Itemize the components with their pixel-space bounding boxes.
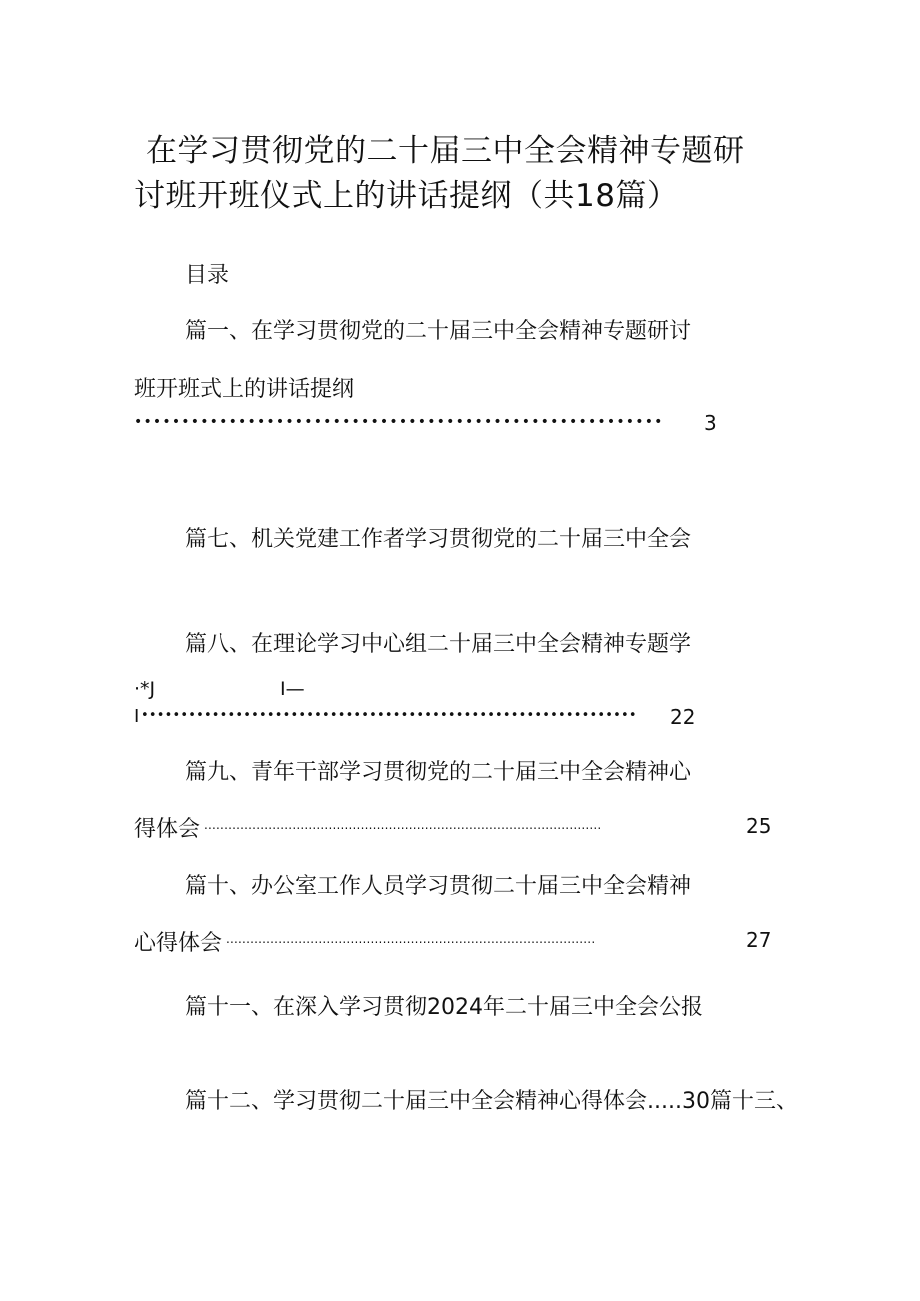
toc-entry-9-page: 25 <box>746 814 772 838</box>
toc-entry-1-page: 3 <box>704 411 717 435</box>
toc-entry-11-line1: 篇十一、在深入学习贯彻2024年二十届三中全会公报 <box>185 995 703 1020</box>
toc-entry-10-page: 27 <box>746 928 772 952</box>
toc-entry-8-leader: ••••••••••••••••••••••••••••••••••••••••••••••••••••••••••••••• <box>141 708 637 723</box>
toc-entry-8-artifact-a: ·*J <box>134 678 156 700</box>
toc-entry-9-line1: 篇九、青年干部学习贯彻党的二十届三中全会精神心 <box>185 760 692 785</box>
toc-entry-8-artifact-b: I— <box>280 678 305 700</box>
toc-entry-1-leader: •••••••••••••••••••••••••••••••••••••••••••••••••••••••• <box>134 414 664 430</box>
toc-entry-10-leader: ............................................................................................ <box>226 932 596 946</box>
toc-entry-8-page: 22 <box>670 705 696 729</box>
toc-heading: 目录 <box>185 263 230 288</box>
toc-entry-9-leader: ................................................................................................... <box>204 818 602 832</box>
toc-entry-8-line1: 篇八、在理论学习中心组二十届三中全会精神专题学 <box>185 632 692 657</box>
toc-entry-10-line2: 心得体会 <box>134 931 223 956</box>
toc-entry-1-line1: 篇一、在学习贯彻党的二十届三中全会精神专题研讨 <box>185 319 692 344</box>
doc-title-line2: 讨班开班仪式上的讲话提纲（共18篇） <box>134 178 679 214</box>
toc-entry-8-line3-prefix: I <box>134 706 140 727</box>
toc-entry-7-line1: 篇七、机关党建工作者学习贯彻党的二十届三中全会 <box>185 527 692 552</box>
doc-title-line1: 在学习贯彻党的二十届三中全会精神专题研 <box>146 133 745 169</box>
toc-entry-12-line1: 篇十二、学习贯彻二十届三中全会精神心得体会.....30篇十三、 <box>185 1089 798 1114</box>
toc-entry-9-line2: 得体会 <box>134 817 201 842</box>
toc-entry-1-line2: 班开班式上的讲话提纲 <box>134 377 355 402</box>
toc-entry-10-line1: 篇十、办公室工作人员学习贯彻二十届三中全会精神 <box>185 874 692 899</box>
